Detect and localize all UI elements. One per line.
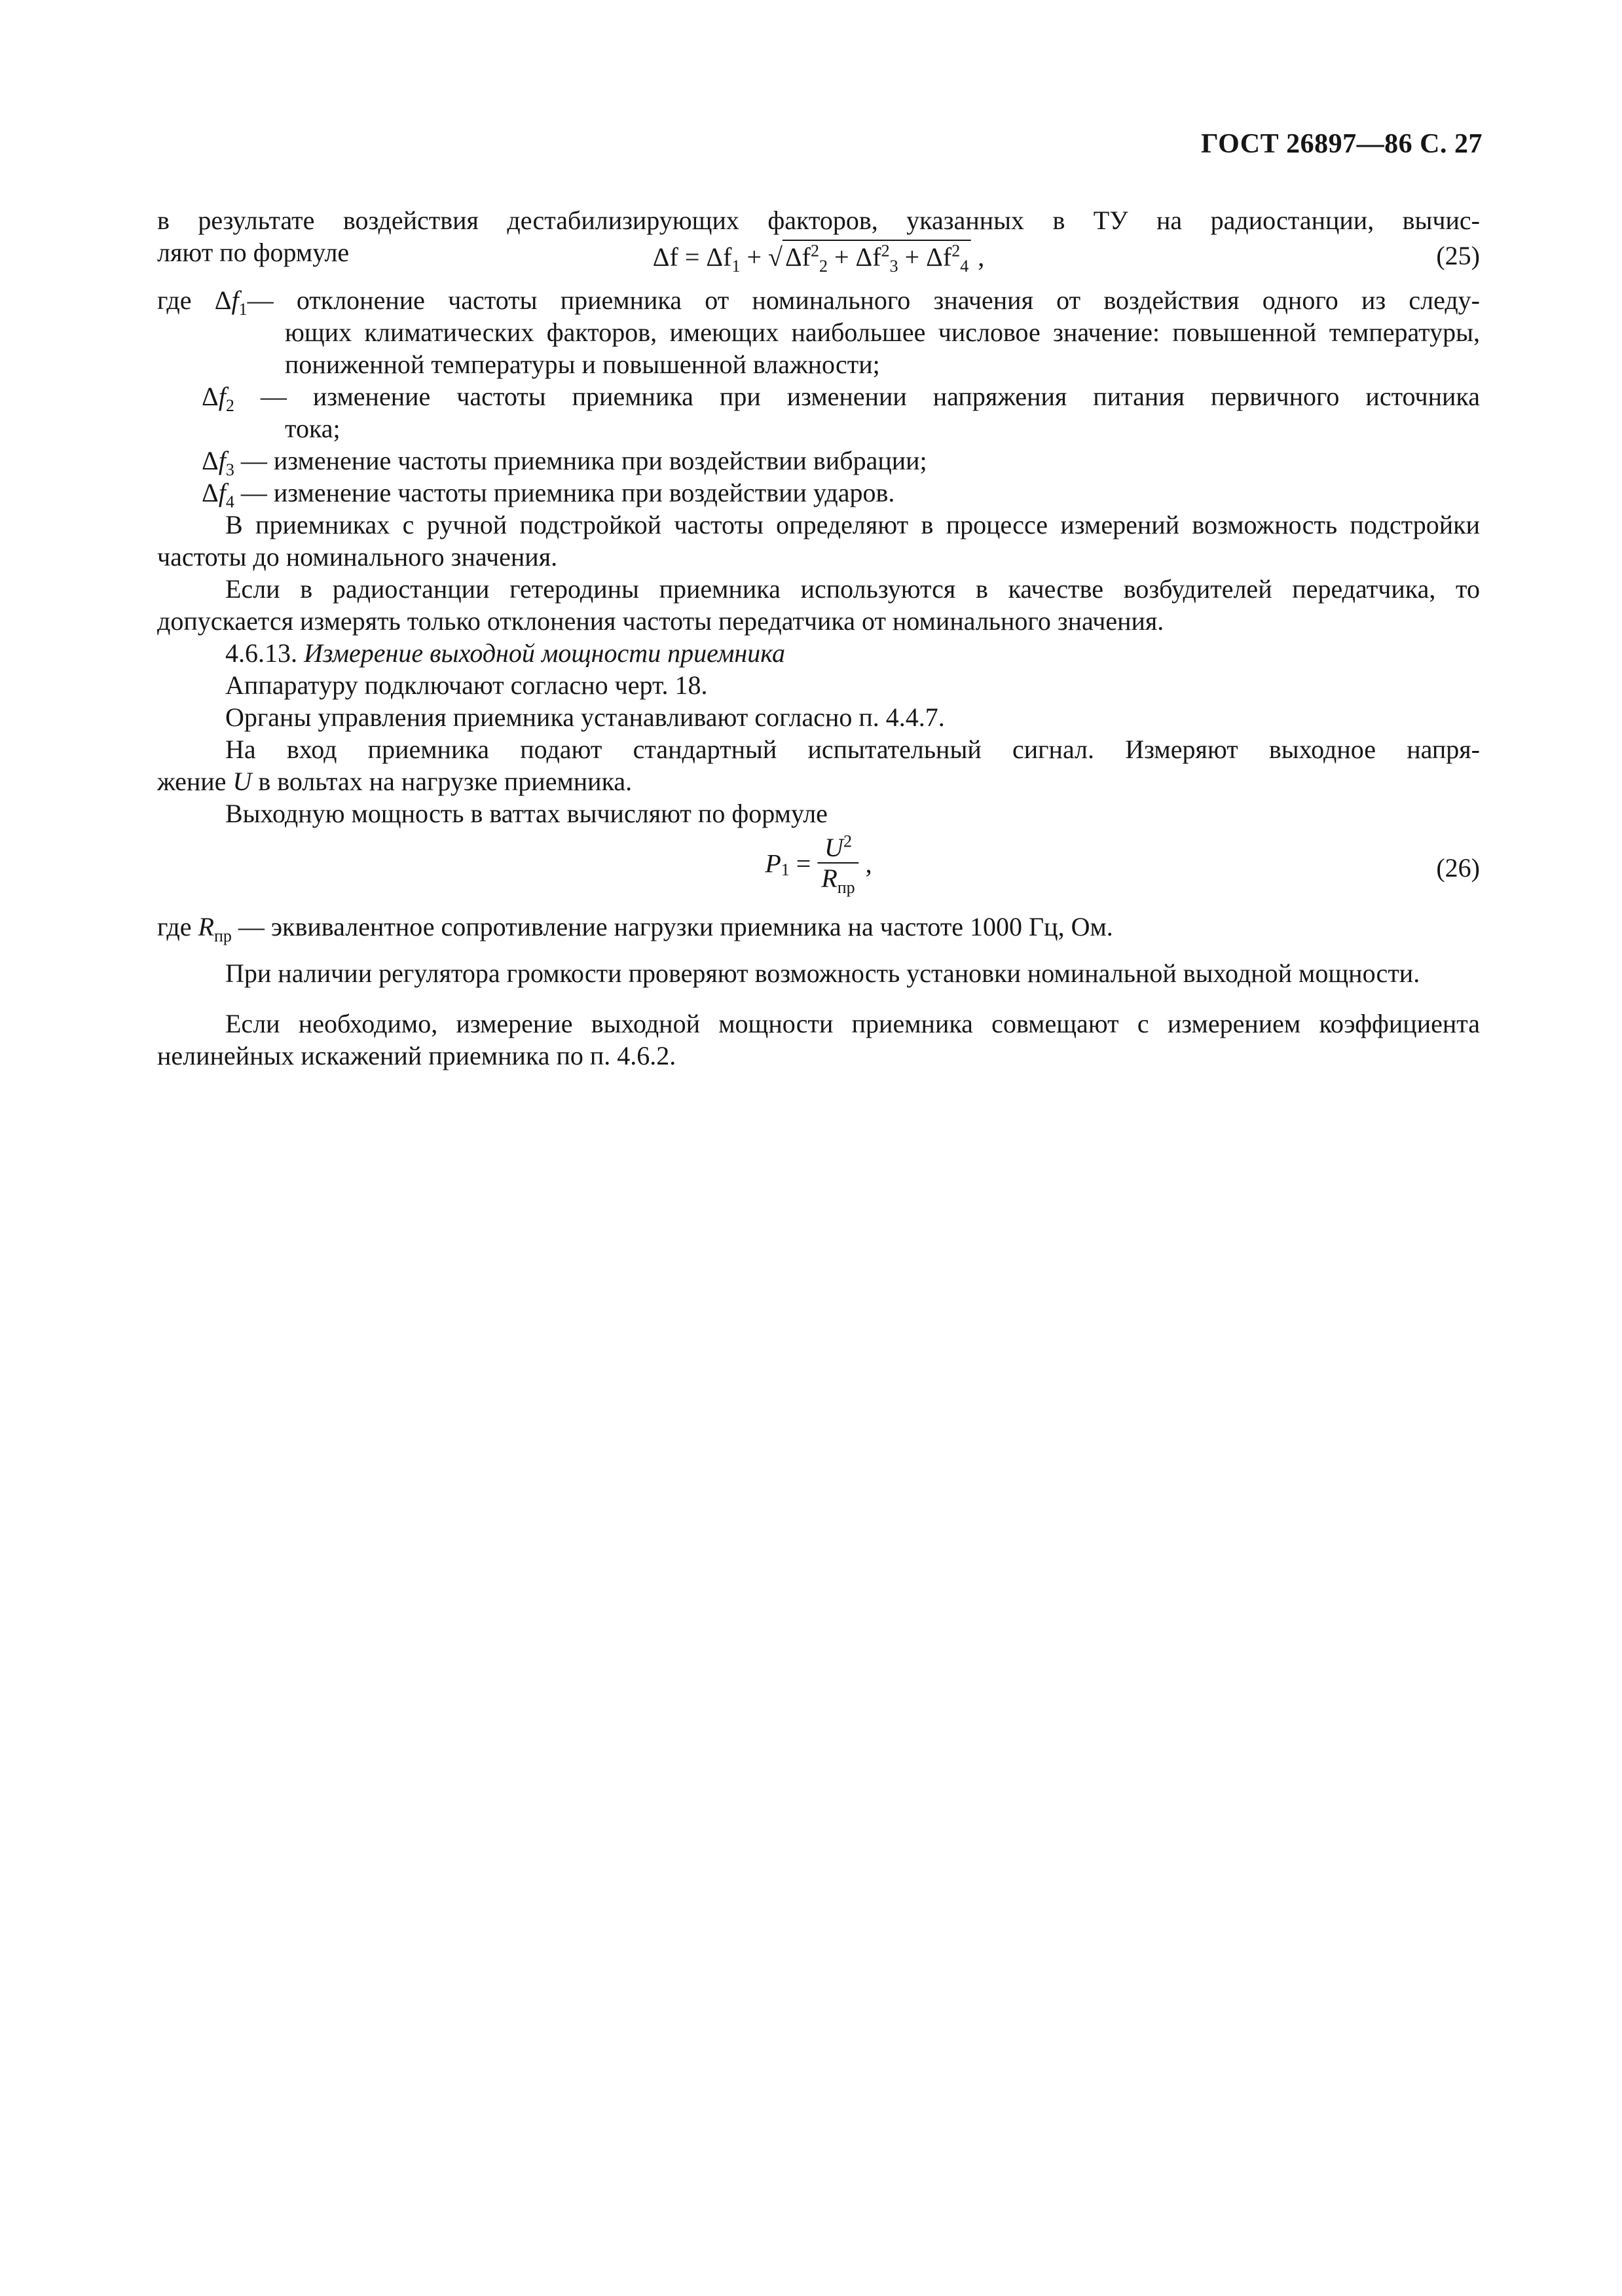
section-title: Измерение выходной мощности приемника <box>304 638 785 668</box>
formula-25-term2: + Δf <box>828 242 881 272</box>
definition-delta-f1 <box>157 284 1480 380</box>
definition-delta-f2-continuation: тока; <box>285 414 341 443</box>
formula-26-den-var: R <box>821 864 838 893</box>
section-number: 4.6.13. <box>225 638 304 668</box>
formula-26-equals: = <box>789 848 818 879</box>
page-header: ГОСТ 26897—86 С. 27 <box>1200 129 1483 159</box>
paragraph-input-line-1: На вход приемника подают стандартный испытательный сигнал. Измеряют выходное напря- <box>225 735 1480 764</box>
formula-26-trail: , <box>858 848 872 879</box>
definition-delta-f4-text: — изменение частоты приемника при воздействии ударов. <box>234 478 895 507</box>
formula-26-fraction <box>817 831 858 897</box>
formula-25-lhs: Δf = Δf <box>652 242 732 272</box>
definition-r-sub: пр <box>213 926 232 945</box>
formula-26-expression <box>765 831 872 897</box>
definition-delta-f1-var: f <box>231 285 239 315</box>
paragraph-apparatus: Аппаратуру подключают согласно черт. 18. <box>225 670 708 700</box>
definition-delta-f2 <box>157 380 1480 445</box>
definition-delta-f1-sub: 1 <box>238 300 248 319</box>
formula-25-term2-sub: 3 <box>889 257 898 276</box>
formula-25-term1-sup: 2 <box>811 241 819 261</box>
definition-delta-f4-line <box>202 477 1480 509</box>
paragraph-combine: Если необходимо, измерение выходной мощности приемника совмещают с измерением коэффициента нелинейных искажений приемника по п. 4.6.2. <box>157 1009 1480 1070</box>
formula-25-term1: Δf <box>784 242 811 272</box>
formula-25-sqrt <box>768 240 971 276</box>
definition-delta-f1-text: — отклонение частоты приемника от номинального значения от воздействия одного из следу- <box>247 285 1480 315</box>
formula-26-num-sup: 2 <box>843 831 852 851</box>
definition-delta-f1-continuation: ющих климатических факторов, имеющих наибольшее числовое значение: повышенной температуры, пониженной температуры и повышенной влажности; <box>285 318 1480 379</box>
definition-r-load <box>157 911 1480 943</box>
definition-r-prefix: где <box>157 912 198 941</box>
definition-delta-f4-prefix: Δ <box>202 478 219 507</box>
formula-25 <box>157 238 1480 280</box>
definition-delta-f3-prefix: Δ <box>202 446 219 475</box>
formula-25-term3: + Δf <box>898 242 952 272</box>
formula-26-lhs-sub: 1 <box>781 860 790 880</box>
definition-r-var: R <box>198 912 214 941</box>
formula-25-term1-sub: 2 <box>819 257 828 276</box>
definition-delta-f1-first-line <box>157 284 1480 319</box>
paragraph-input-prefix: жение <box>157 767 233 796</box>
definition-delta-f1-prefix: где Δ <box>157 285 232 315</box>
definition-delta-f2-sub: 2 <box>225 396 234 415</box>
paragraph-manual-tuning: В приемниках с ручной подстройкой частоты определяют в процессе измерений возможность подстройки частоты до номинального значения. <box>157 510 1480 572</box>
definition-delta-f3 <box>157 445 1480 477</box>
intro-line-1: в результате воздействия дестабилизирующих факторов, указанных в ТУ на радиостанции, вычис- <box>157 206 1480 235</box>
formula-25-term2-sup: 2 <box>881 241 890 261</box>
paragraph-volume: При наличии регулятора громкости проверяют возможность установки номинальной выходной мощности. <box>225 958 1420 988</box>
definition-delta-f2-var: f <box>218 382 226 411</box>
formula-26 <box>157 831 1480 904</box>
definition-delta-f3-var: f <box>218 446 226 475</box>
definitions-block-1 <box>157 284 1480 509</box>
section-4-6-13-heading <box>157 637 1480 669</box>
definition-delta-f2-prefix: Δ <box>202 382 219 411</box>
definition-delta-f4 <box>157 477 1480 509</box>
formula-26-num-var: U <box>824 833 843 862</box>
document-body <box>157 204 1480 1072</box>
paragraph-input-line-2 <box>157 765 1480 797</box>
formula-26-denominator <box>817 864 858 897</box>
formula-25-radicand <box>783 240 971 276</box>
intro-line-2: ляют по формуле <box>157 238 350 267</box>
paragraph-input-suffix: в вольтах на нагрузке приемника. <box>251 767 633 796</box>
definition-delta-f4-sub: 4 <box>225 492 234 511</box>
formula-25-plus: + <box>740 242 768 272</box>
definition-delta-f3-line <box>202 445 1480 477</box>
formula-26-numerator <box>817 833 858 864</box>
formula-25-lhs-sub: 1 <box>731 257 741 276</box>
formula-26-lhs: P <box>765 848 781 879</box>
paragraph-heterodyne: Если в радиостанции гетеродины приемника используются в качестве возбудителей передатчика, то допускается измерять только отклонения частоты передатчика от номинального значения. <box>157 574 1480 636</box>
paragraph-power: Выходную мощность в ваттах вычисляют по формуле <box>225 799 828 828</box>
formula-25-expression <box>652 240 985 276</box>
formula-25-number: (25) <box>1436 241 1480 270</box>
formula-25-trail: , <box>971 242 985 272</box>
paragraph-input-var: U <box>232 767 252 796</box>
definition-delta-f3-sub: 3 <box>225 460 234 479</box>
definition-r-text: — эквивалентное сопротивление нагрузки приемника на частоте 1000 Гц, Ом. <box>231 912 1113 941</box>
definition-delta-f4-var: f <box>218 478 226 507</box>
formula-26-number: (26) <box>1436 853 1480 883</box>
paragraph-controls: Органы управления приемника устанавливают согласно п. 4.4.7. <box>225 702 945 732</box>
radical-icon: √ <box>768 242 783 272</box>
formula-26-den-sub: пр <box>837 878 855 897</box>
definition-delta-f2-text: — изменение частоты приемника при изменении напряжения питания первичного источника <box>234 382 1480 411</box>
formula-25-term3-sub: 4 <box>960 257 969 276</box>
definition-delta-f2-first-line <box>202 380 1480 415</box>
definition-delta-f3-text: — изменение частоты приемника при воздействии вибрации; <box>234 446 927 475</box>
formula-25-term3-sup: 2 <box>951 241 961 261</box>
